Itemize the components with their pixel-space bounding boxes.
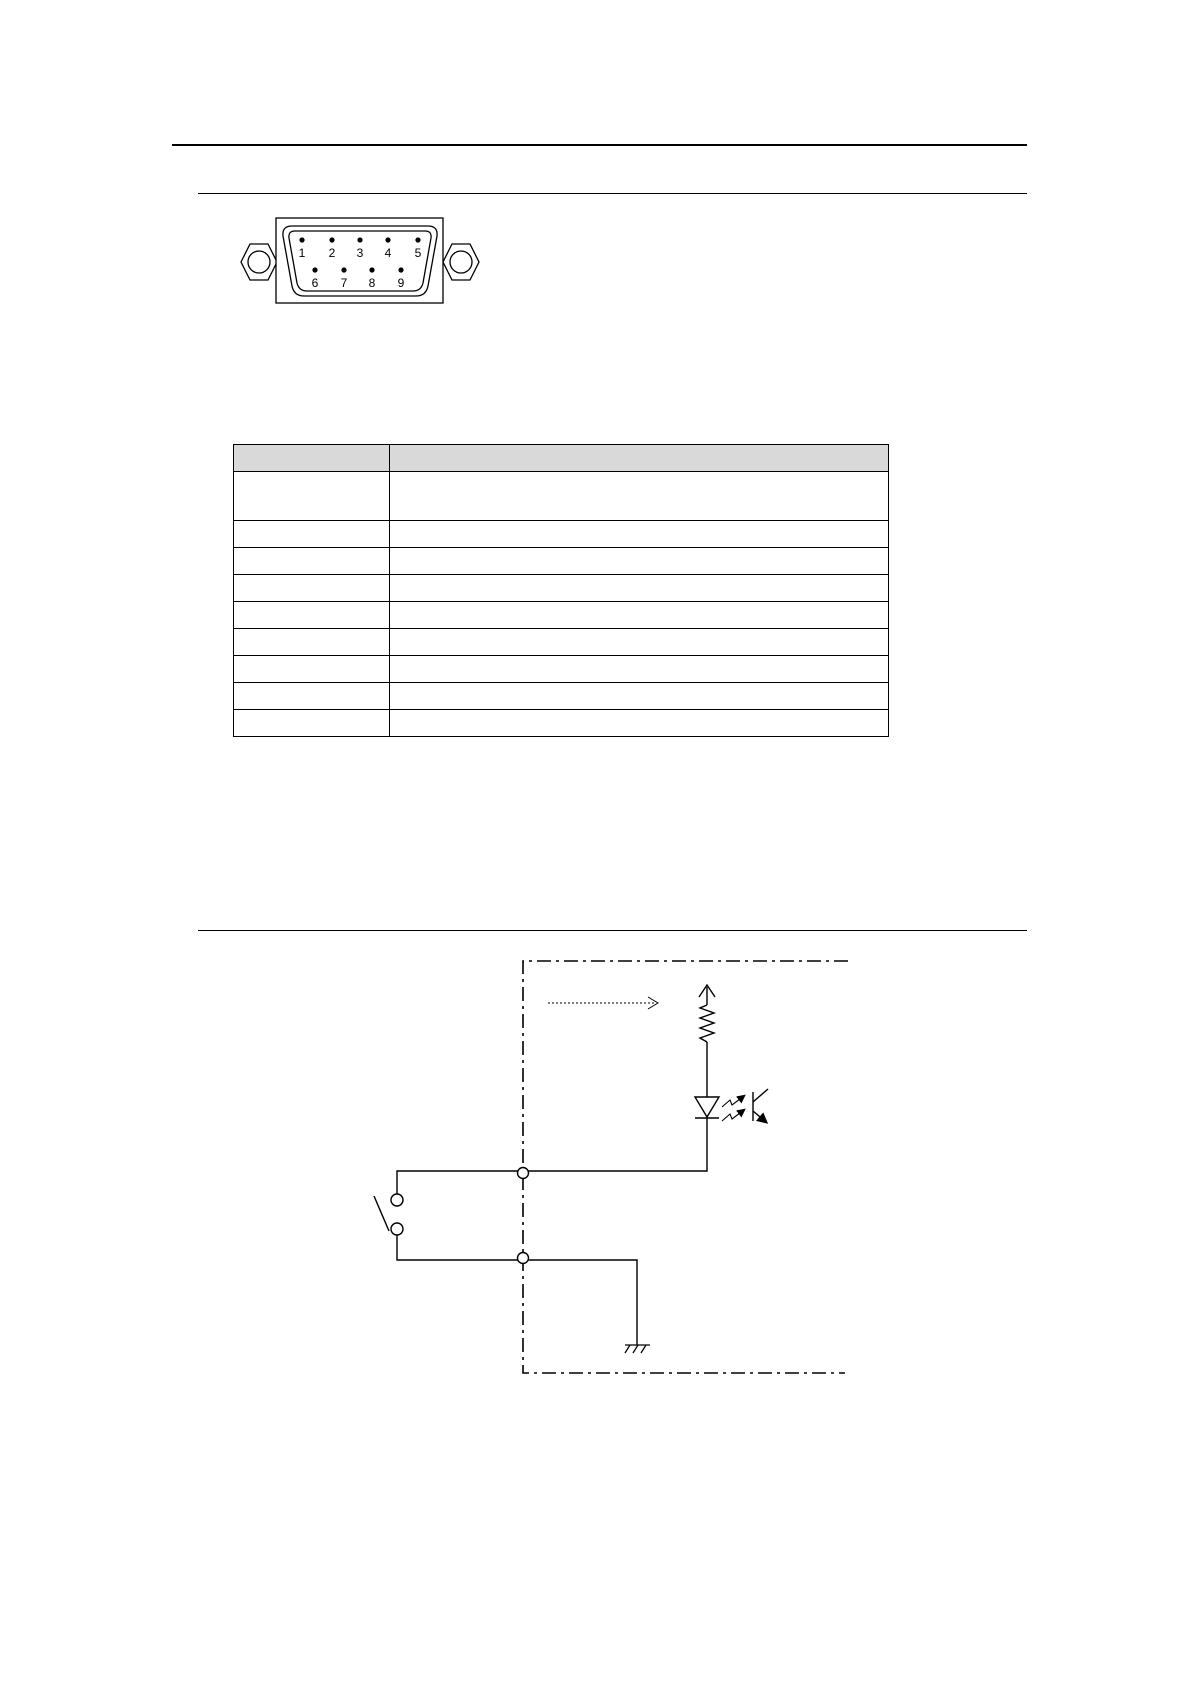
common-wire <box>397 1235 637 1345</box>
pin-label: 6 <box>311 276 319 290</box>
table-cell <box>234 629 390 656</box>
input-circuit-diagram <box>374 961 848 1373</box>
table-cell <box>390 521 889 548</box>
ground-icon <box>625 1345 650 1353</box>
table-cell <box>234 575 390 602</box>
table-row <box>234 629 889 656</box>
pin-dot <box>385 237 390 242</box>
pin-dot <box>341 267 346 272</box>
table-cell <box>390 710 889 737</box>
table-cell <box>390 629 889 656</box>
switch-contact <box>391 1223 403 1235</box>
pin-label: 5 <box>414 246 422 260</box>
table-row <box>234 575 889 602</box>
ground-hatch <box>625 1345 630 1353</box>
table-row <box>234 548 889 575</box>
db9-connector-diagram <box>241 218 479 303</box>
table-cell <box>390 472 889 521</box>
pin-dot <box>398 267 403 272</box>
right-mounting-hole <box>450 251 472 273</box>
input-terminal <box>518 1168 529 1179</box>
table-cell <box>390 602 889 629</box>
light-emission-arrow <box>722 1096 744 1107</box>
table-row <box>234 602 889 629</box>
table-row <box>234 472 889 521</box>
external-switch-icon <box>374 1194 403 1235</box>
pin-dot <box>299 237 304 242</box>
table-cell <box>234 683 390 710</box>
table-cell <box>234 710 390 737</box>
table-header-cell <box>234 445 390 472</box>
pin-dot <box>329 237 334 242</box>
left-mounting-hole <box>248 251 270 273</box>
led-symbol <box>695 1097 719 1117</box>
table-cell <box>390 683 889 710</box>
pin-label: 1 <box>298 246 306 260</box>
table-cell <box>234 521 390 548</box>
phototransistor-collector <box>753 1089 768 1102</box>
table-cell <box>234 656 390 683</box>
table-header-row <box>234 445 889 472</box>
ground-hatch <box>641 1345 646 1353</box>
pin-label: 7 <box>340 276 348 290</box>
pin-label: 8 <box>368 276 376 290</box>
common-terminal <box>518 1253 529 1264</box>
input-signal-wire <box>397 1118 707 1194</box>
table-cell <box>390 656 889 683</box>
table-cell <box>234 548 390 575</box>
pin-dot <box>312 267 317 272</box>
light-emission-arrow <box>722 1110 744 1121</box>
table-cell <box>234 602 390 629</box>
ground-hatch <box>633 1345 638 1353</box>
table-cell <box>234 472 390 521</box>
table-cell <box>390 548 889 575</box>
pin-label: 4 <box>384 246 392 260</box>
pin-label: 9 <box>397 276 405 290</box>
phototransistor-emitter <box>753 1111 766 1122</box>
pin-label: 3 <box>356 246 364 260</box>
pin-assignment-table <box>233 444 889 737</box>
table-row <box>234 521 889 548</box>
table-row <box>234 683 889 710</box>
switch-blade <box>374 1196 389 1231</box>
equipment-boundary <box>523 961 848 1373</box>
table-row <box>234 656 889 683</box>
resistor-symbol <box>700 1005 714 1042</box>
table-row <box>234 710 889 737</box>
pin-dot <box>415 237 420 242</box>
pin-dot <box>369 267 374 272</box>
pin-label: 2 <box>328 246 336 260</box>
table-cell <box>390 575 889 602</box>
switch-contact <box>391 1194 403 1206</box>
pin-dot <box>357 237 362 242</box>
table-header-cell <box>390 445 889 472</box>
